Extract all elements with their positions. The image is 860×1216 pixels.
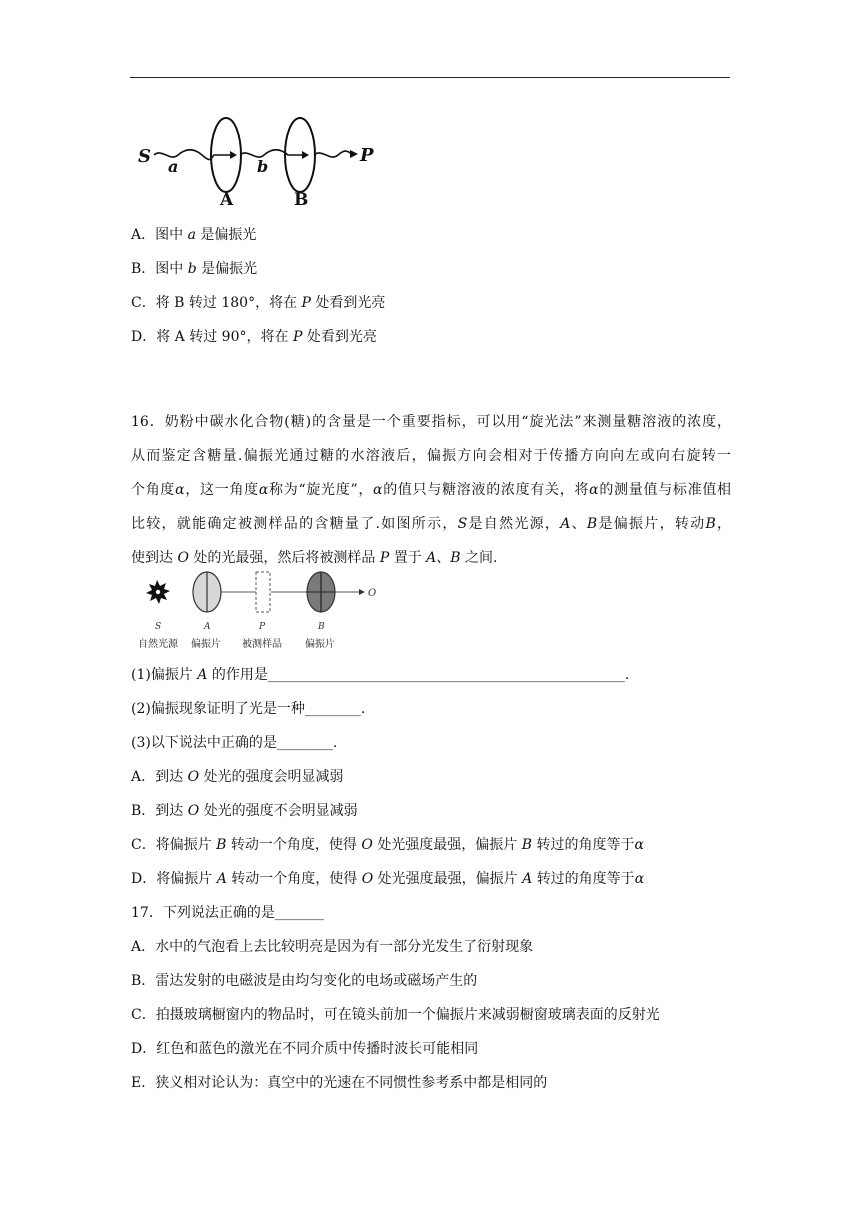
arrow-head: [359, 589, 365, 595]
label-a: a: [168, 157, 179, 176]
q16-line-2: 从而鉴定含糖量.偏振光通过糖的水溶液后，偏振方向会相对于传播方向向左或向右旋转一: [131, 448, 731, 464]
q16-sub-2: (2)偏振现象证明了光是一种________.: [131, 701, 366, 717]
label-O: O: [368, 588, 377, 599]
wave-path: [314, 151, 352, 157]
q17-option-A: A．水中的气泡看上去比较明亮是因为有一部分光发生了衍射现象: [131, 939, 534, 955]
label-A: A: [220, 190, 234, 210]
q16-line-4: 比较，就能确定被测样品的含糖量了.如图所示，S是自然光源，A、B是偏振片，转动B，: [131, 516, 732, 532]
arrow-head: [302, 151, 309, 159]
caption-polarizer-B: 偏振片: [305, 639, 335, 650]
label-S: S: [138, 146, 151, 167]
q16-option-D: D．将偏振片 A 转动一个角度，使得 O 处光强度最强，偏振片 A 转过的角度等于α: [131, 871, 645, 887]
sample-P: [256, 572, 270, 612]
q16-sub-1: (1)偏振片 A 的作用是___________________________________________________.: [131, 667, 630, 683]
answer-blank: ___________________________________________________: [267, 667, 625, 683]
caption-polarizer-A: 偏振片: [191, 639, 221, 650]
label-B: B: [318, 622, 325, 632]
label-S: S: [155, 622, 162, 632]
q17-stem: 17．下列说法正确的是_______: [131, 905, 324, 921]
q15-option-B: B．图中 b 是偏振光: [131, 261, 258, 277]
q16-stem: [131, 405, 731, 575]
polarizer-figure-1: [136, 110, 386, 210]
q16-option-B: B．到达 O 处光的强度不会明显减弱: [131, 803, 358, 819]
q16-line-5: 使到达 O 处的光最强，然后将被测样品 P 置于 A、B 之间.: [131, 550, 498, 566]
q16-option-A: A．到达 O 处光的强度会明显减弱: [131, 769, 344, 785]
q16-sub-3: (3)以下说法中正确的是________.: [131, 735, 338, 751]
wave-path: [240, 150, 302, 157]
caption-sample: 被测样品: [242, 639, 282, 650]
q15-option-D: D．将 A 转过 90°，将在 P 处看到光亮: [131, 329, 377, 345]
q17-option-E: E．狭义相对论认为：真空中的光速在不同惯性参考系中都是相同的: [131, 1075, 548, 1091]
q17-option-D: D．红色和蓝色的激光在不同介质中传播时波长可能相同: [131, 1041, 479, 1057]
q17-option-B: B．雷达发射的电磁波是由均匀变化的电场或磁场产生的: [131, 973, 478, 989]
label-b: b: [257, 157, 269, 176]
label-A: A: [204, 622, 211, 632]
label-P: P: [360, 145, 374, 166]
header-rule: [130, 77, 730, 78]
q15-option-A: A．图中 a 是偏振光: [131, 227, 257, 243]
q16-option-C: C．将偏振片 B 转动一个角度，使得 O 处光强度最强，偏振片 B 转过的角度等于α: [131, 837, 644, 853]
label-P: P: [259, 622, 266, 632]
caption-light-source: 自然光源: [138, 639, 178, 650]
q16-line-3: 个角度α，这一角度α称为“旋光度”，α的值只与糖溶液的浓度有关，将α的测量值与标准值相: [131, 482, 732, 498]
q16-line-1: 16．奶粉中碳水化合物(糖)的含量是一个重要指标，可以用“旋光法”来测量糖溶液的浓度，: [131, 414, 731, 430]
wave-path: [154, 150, 230, 160]
arrow-head: [350, 150, 358, 158]
label-B: B: [294, 190, 309, 210]
q15-option-C: C．将 B 转过 180°，将在 P 处看到光亮: [131, 295, 386, 311]
polarimeter-figure: [131, 567, 381, 657]
q17-option-C: C．拍摄玻璃橱窗内的物品时，可在镜头前加一个偏振片来减弱橱窗玻璃表面的反射光: [131, 1007, 660, 1023]
arrow-head: [230, 151, 237, 159]
